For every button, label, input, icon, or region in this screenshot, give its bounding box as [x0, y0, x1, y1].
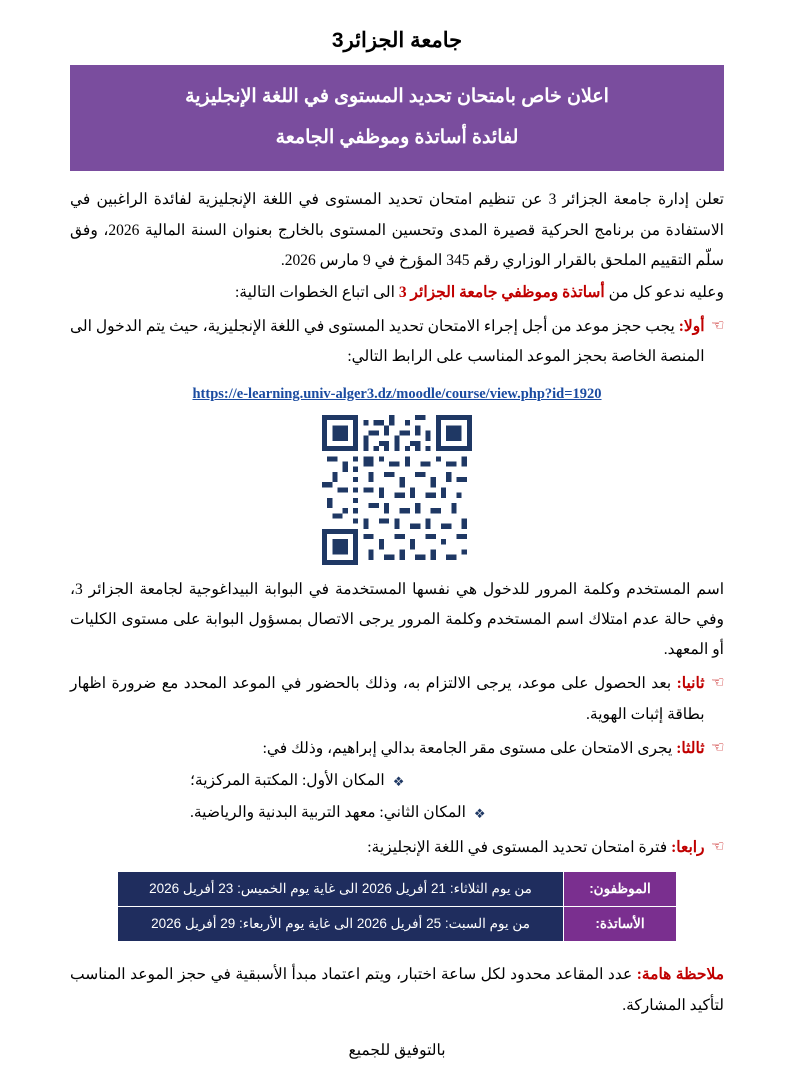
schedule-table-container: [70, 871, 724, 943]
step-2-body: بعد الحصول على موعد، يرجى الالتزام به، وذلك بالحضور في الموعد المحدد مع ضرورة اظهار بطاقة إثبات الهوية.: [70, 675, 705, 723]
announcement-page: [0, 28, 794, 1067]
place-1-label: المكان الأول:: [302, 772, 385, 790]
table-row: [118, 907, 677, 942]
diamond-bullet-icon: ❖: [392, 773, 405, 789]
schedule-period-teachers: من يوم السبت: 25 أفريل 2026 الى غاية يوم الأربعاء: 29 أفريل 2026: [118, 907, 564, 942]
important-note-text: عدد المقاعد محدود لكل ساعة اختبار، ويتم اعتماد مبدأ الأسبقية في حجز الموعد المناسب لتأكيد المشاركة.: [70, 966, 724, 1014]
schedule-category-teachers: الأساتذة:: [564, 907, 677, 942]
place-2-value: معهد التربية البدنية والرياضية.: [190, 804, 380, 822]
schedule-category-employees: الموظفون:: [564, 871, 677, 906]
announcement-banner: [70, 65, 724, 171]
step-4-label: رابعا:: [671, 838, 705, 856]
step-item-4: [70, 833, 724, 863]
place-item-2: [70, 798, 724, 828]
credentials-note: اسم المستخدم وكلمة المرور للدخول هي نفسها المستخدمة في البوابة البيداغوجية لجامعة الجزائر 3، وفي حالة عدم امتلاك اسم المستخدم وكلمة المرور يرجى الاتصال بمسؤول البوابة على مستوى الكليات أو المعهد.: [70, 580, 724, 659]
step-item-2: [70, 669, 724, 729]
pointing-hand-icon: ☞: [710, 318, 724, 335]
registration-link-row[interactable]: [70, 379, 724, 409]
place-1-value: المكتبة المركزية؛: [190, 772, 302, 790]
call-paragraph: [70, 278, 724, 308]
qr-code-icon: [322, 415, 472, 565]
pointing-hand-icon: ☞: [710, 838, 724, 855]
place-item-1: [70, 766, 724, 796]
closing-line: بالتوفيق للجميع: [348, 1042, 446, 1060]
step-1-body: يجب حجز موعد من أجل إجراء الامتحان تحديد المستوى في اللغة الإنجليزية، حيث يتم الدخول الى المنصة الخاصة بحجز الموعد المناسب على الرابط التالي:: [70, 318, 705, 366]
pointing-hand-icon: ☞: [710, 739, 724, 756]
university-title: جامعة الجزائر3: [331, 29, 463, 52]
important-note: [70, 960, 724, 1020]
call-text-before: وعليه ندعو كل من: [604, 283, 724, 301]
step-4-body: فترة امتحان تحديد المستوى في اللغة الإنجليزية:: [367, 838, 672, 856]
qr-code-container: [70, 415, 724, 565]
step-1-text: [70, 312, 705, 372]
step-1-label: أولا:: [678, 318, 705, 336]
call-text-after: الى اتباع الخطوات التالية:: [235, 283, 399, 301]
step-3-label: ثالثا:: [676, 739, 705, 757]
registration-link[interactable]: https://e-learning.univ-alger3.dz/moodle/course/view.php?id=1920: [192, 385, 602, 402]
pointing-hand-icon: ☞: [710, 675, 724, 692]
step-4-text: [70, 833, 705, 863]
schedule-table: [117, 871, 677, 943]
place-2-label: المكان الثاني:: [379, 804, 466, 822]
step-item-3: [70, 734, 724, 764]
step-3-text: [70, 734, 705, 764]
step-2-label: ثانيا:: [676, 675, 705, 693]
banner-title-line-1: اعلان خاص بامتحان تحديد المستوى في اللغة الإنجليزية: [185, 86, 609, 107]
diamond-bullet-icon: ❖: [473, 805, 486, 821]
place-1-text: [190, 766, 385, 796]
document-body: [70, 171, 724, 1066]
banner-title-line-2: لفائدة أساتذة وموظفي الجامعة: [275, 127, 519, 149]
intro-paragraph: تعلن إدارة جامعة الجزائر 3 عن تنظيم امتحان تحديد المستوى في اللغة الإنجليزية لفائدة الراغبين في الاستفادة من برنامج الحركية قصيرة المدى وتحسين المستوى بالخارج بعنوان السنة المالية 2026، وفق سلّم التقييم الملحق بالقرار الوزاري رقم 345 المؤرخ في 9 مارس 2026.: [70, 191, 724, 269]
step-3-body: يجرى الامتحان على مستوى مقر الجامعة بدالي إبراهيم، وذلك في:: [262, 739, 677, 757]
call-highlight: أساتذة وموظفي جامعة الجزائر 3: [398, 283, 605, 301]
step-item-1: [70, 312, 724, 372]
schedule-period-employees: من يوم الثلاثاء: 21 أفريل 2026 الى غاية يوم الخميس: 23 أفريل 2026: [118, 871, 564, 906]
place-2-text: [190, 798, 466, 828]
important-note-label: ملاحظة هامة:: [636, 966, 724, 984]
table-row: [118, 871, 677, 906]
step-2-text: [70, 669, 705, 729]
